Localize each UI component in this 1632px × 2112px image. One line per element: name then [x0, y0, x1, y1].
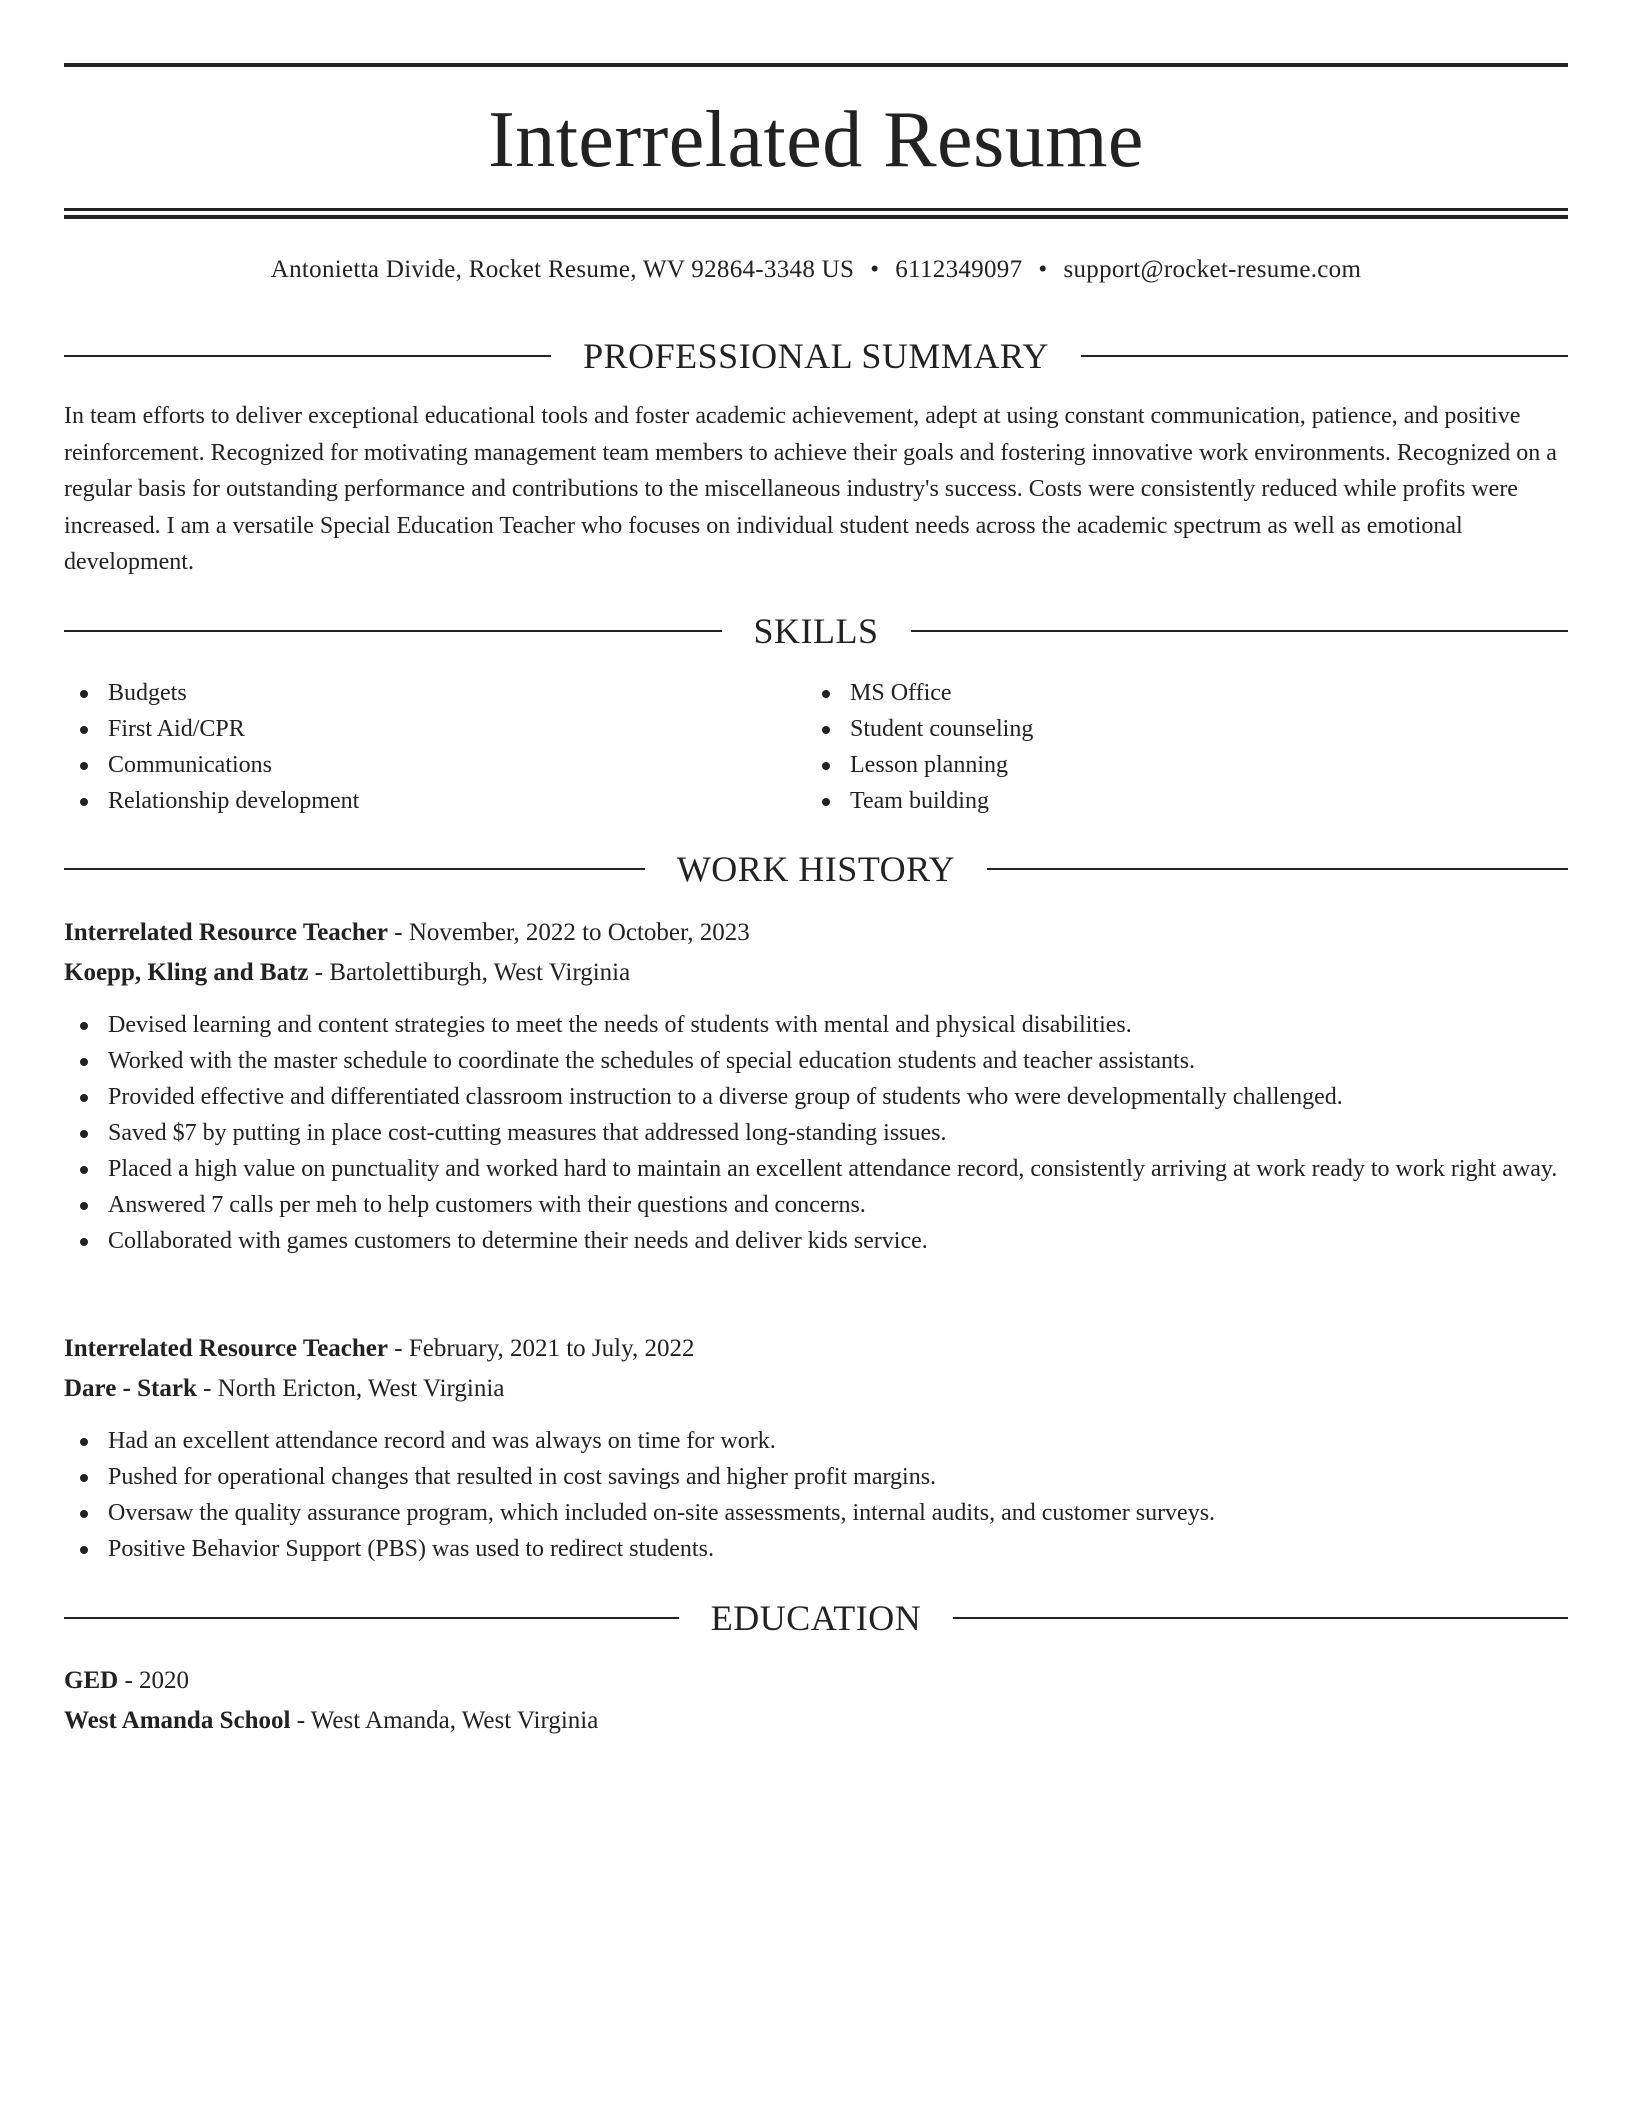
job-title-line [64, 1329, 1568, 1369]
job-company: Dare - Stark [64, 1375, 197, 1402]
job-bullet: Placed a high value on punctuality and worked hard to maintain an excellent attendance record, consistently arriving at work ready to work right away. [64, 1151, 1568, 1187]
skill-item: Budgets [64, 675, 764, 711]
resume-title: Interrelated Resume [488, 96, 1144, 184]
job-bullet-list [64, 1007, 1568, 1259]
education-location: - West Amanda, West Virginia [290, 1707, 599, 1734]
section-heading-skills [64, 609, 1568, 653]
heading-rule [987, 868, 1568, 870]
heading-label: EDUCATION [710, 1598, 922, 1638]
education-school-line [64, 1701, 1568, 1741]
job-location: - Bartolettiburgh, West Virginia [308, 959, 631, 986]
skill-item: First Aid/CPR [64, 711, 764, 747]
job-bullet: Pushed for operational changes that resulted in cost savings and higher profit margins. [64, 1459, 1568, 1495]
heading-rule [953, 1617, 1568, 1619]
skill-item: Team building [806, 783, 1506, 819]
contact-line [64, 252, 1568, 288]
skill-item: Student counseling [806, 711, 1506, 747]
heading-rule [64, 355, 551, 357]
job-dates: - November, 2022 to October, 2023 [388, 919, 750, 946]
job-dates: - February, 2021 to July, 2022 [388, 1335, 695, 1362]
job-location: - North Ericton, West Virginia [196, 1375, 505, 1402]
job-bullet: Saved $7 by putting in place cost-cutting measures that addressed long-standing issues. [64, 1115, 1568, 1151]
contact-email: support@rocket-resume.com [1063, 256, 1362, 283]
job-company: Koepp, Kling and Batz [64, 959, 309, 986]
section-heading-education [64, 1596, 1568, 1640]
skills-list-left [64, 675, 764, 819]
job-company-line [64, 1369, 1568, 1409]
job-bullet: Oversaw the quality assurance program, which included on-site assessments, internal audits, and customer surveys. [64, 1495, 1568, 1531]
job-company-line [64, 953, 1568, 993]
job-title-line [64, 913, 1568, 953]
heading-label: PROFESSIONAL SUMMARY [583, 336, 1049, 376]
education-school: West Amanda School [64, 1707, 291, 1734]
heading-rule [64, 868, 645, 870]
summary-text: In team efforts to deliver exceptional educational tools and foster academic achievement, adept at using constant communication, patience, and positive reinforcement. Recognized for motivating management team members to achieve their goals and fostering innovative work environments. Recognized on a regular basis for outstanding performance and contributions to the miscellaneous industry's success. Costs were consistently reduced while profits were increased. I am a versatile Special Education Teacher who focuses on individual student needs across the academic spectrum as well as emotional development. [64, 403, 1557, 575]
section-heading-summary [64, 334, 1568, 378]
education-year: - 2020 [118, 1667, 190, 1694]
header-bottom-rule-2 [64, 215, 1568, 219]
job-bullet: Answered 7 calls per meh to help customers with their questions and concerns. [64, 1187, 1568, 1223]
job-bullet: Provided effective and differentiated classroom instruction to a diverse group of students who were developmentally challenged. [64, 1079, 1568, 1115]
contact-phone: 6112349097 [895, 256, 1023, 283]
skill-item: Lesson planning [806, 747, 1506, 783]
job-bullet-list [64, 1423, 1568, 1567]
contact-separator: • [870, 256, 880, 283]
skill-item: Relationship development [64, 783, 764, 819]
skills-list-right [806, 675, 1506, 819]
education-degree-line [64, 1661, 1568, 1701]
skill-item: Communications [64, 747, 764, 783]
header-bottom-rule [64, 208, 1568, 211]
education-degree: GED [64, 1667, 119, 1694]
job-bullet: Devised learning and content strategies to meet the needs of students with mental and physical disabilities. [64, 1007, 1568, 1043]
job-bullet: Worked with the master schedule to coordinate the schedules of special education students and teacher assistants. [64, 1043, 1568, 1079]
section-heading-work-history [64, 847, 1568, 891]
job-bullet: Positive Behavior Support (PBS) was used to redirect students. [64, 1531, 1568, 1567]
job-bullet: Had an excellent attendance record and was always on time for work. [64, 1423, 1568, 1459]
heading-rule [64, 1617, 679, 1619]
heading-rule [911, 630, 1569, 632]
heading-label: WORK HISTORY [676, 849, 956, 889]
heading-label: SKILLS [753, 611, 879, 651]
heading-rule [1081, 355, 1568, 357]
job-bullet: Collaborated with games customers to determine their needs and deliver kids service. [64, 1223, 1568, 1259]
contact-separator: • [1038, 256, 1048, 283]
contact-address: Antonietta Divide, Rocket Resume, WV 92864-3348 US [270, 256, 855, 283]
job-title: Interrelated Resource Teacher [64, 919, 388, 946]
job-title: Interrelated Resource Teacher [64, 1335, 388, 1362]
heading-rule [64, 630, 722, 632]
header-top-rule [64, 63, 1568, 67]
skill-item: MS Office [806, 675, 1506, 711]
